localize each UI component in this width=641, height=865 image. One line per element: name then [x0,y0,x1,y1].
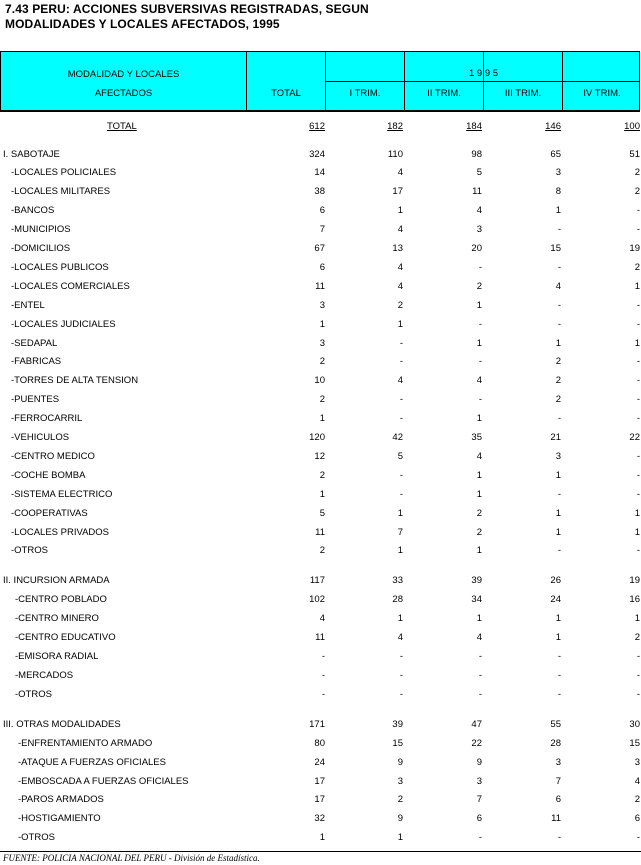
cell-q2: 47 [471,718,482,730]
cell-q3: 1 [555,526,561,538]
cell-total: 11 [315,632,325,644]
cell-total: 80 [314,737,325,749]
cell-q4: 3 [634,756,640,768]
cell-q3: 11 [551,813,561,825]
row-label: -TORRES DE ALTA TENSION [11,375,139,387]
cell-q2: 1 [476,613,482,625]
header-quarter-2: II TRIM. [427,88,461,99]
cell-q2: 5 [476,167,482,179]
cell-q1: 4 [397,375,403,387]
cell-q1: 4 [397,632,403,644]
cell-q4: 30 [629,718,640,730]
cell-q2: 4 [476,205,482,217]
row-label: -COCHE BOMBA [11,469,86,481]
cell-q4: - [636,488,640,500]
cell-q4: 1 [634,613,640,625]
cell-q3: - [557,651,561,662]
table-title [5,2,369,32]
row-label: -HOSTIGAMIENTO [18,813,101,825]
cell-q2: 4 [476,375,482,387]
cell-q3: 7 [555,775,561,787]
cell-q4: - [636,224,640,236]
cell-q3: 2 [555,394,561,406]
cell-q1: 4 [397,261,403,273]
cell-q4: 6 [634,813,640,825]
cell-q1: 4 [397,280,403,292]
cell-q2: 1 [476,299,482,311]
cell-q1: 1 [397,205,403,217]
cell-total: 2 [319,469,325,481]
title-line-1: 7.43 PERU: ACCIONES SUBVERSIVAS REGISTRADAS, SEGUN [5,2,369,16]
row-label: -ENFRENTAMIENTO ARMADO [18,737,153,749]
cell-total: 3 [319,299,325,311]
row-label: -FERROCARRIL [11,413,83,425]
cell-total: 10 [314,375,325,387]
header-quarter-3: III TRIM. [504,88,542,99]
cell-q3: - [557,545,561,557]
cell-q3: 1 [555,337,561,349]
row-label: -LOCALES MILITARES [11,186,111,198]
cell-total: - [321,669,325,681]
cell-q1: 2 [397,299,403,311]
cell-q4: 2 [634,794,640,806]
cell-q3: 1 [555,469,561,481]
cell-q3: - [557,488,561,500]
table-header [0,51,640,111]
cell-q3: - [557,413,561,425]
cell-total: 3 [319,337,325,349]
cell-q2: - [478,651,482,662]
cell-q1: 1 [397,507,403,519]
cell-q3: 146 [545,121,561,132]
cell-total: 1 [319,832,325,844]
cell-q2: - [478,318,482,330]
cell-total: - [321,688,325,700]
cell-q2: 2 [476,280,482,292]
cell-q2: 2 [476,526,482,538]
header-quarter-4: IV TRIM. [583,88,621,99]
cell-q2: 35 [471,432,482,443]
cell-q1: 9 [397,813,403,825]
cell-q4: 1 [634,337,640,349]
cell-q4: 2 [634,186,640,198]
cell-q4: 2 [634,632,640,644]
cell-q1: 110 [387,148,403,160]
cell-q3: 1 [555,613,561,625]
cell-total: - [321,651,325,662]
cell-q2: - [478,394,482,406]
row-label: -CENTRO POBLADO [15,594,107,606]
cell-q4: - [636,394,640,406]
cell-total: 24 [314,756,325,768]
header-modalidad-line-1: MODALIDAD Y LOCALES [67,69,180,80]
cell-q2: 1 [476,469,482,481]
cell-q1: 1 [397,318,403,330]
source-footnote [0,851,641,864]
row-label: -DOMICILIOS [11,243,71,254]
cell-q2: 2 [476,507,482,519]
cell-total: 102 [309,594,325,606]
row-label: -SEDAPAL [11,337,58,349]
cell-q2: 7 [476,794,482,806]
cell-q3: - [557,224,561,236]
row-label: -MUNICIPIOS [11,224,71,236]
cell-q3: - [557,318,561,330]
cell-total: 12 [314,450,325,462]
cell-total: 67 [314,243,325,254]
header-quarter-1: I TRIM. [349,88,381,99]
cell-q2: 39 [471,575,482,587]
cell-q2: 1 [476,413,482,425]
header-modalidad-line-2: AFECTADOS [94,88,153,99]
cell-q1: 4 [397,224,403,236]
cell-q3: - [557,832,561,844]
cell-q2: 184 [466,121,482,132]
cell-q1: - [399,337,403,349]
row-label: -CENTRO MEDICO [11,450,95,462]
header-divider [246,52,247,110]
cell-q3: 3 [555,450,561,462]
cell-q3: 65 [550,148,561,160]
cell-q1: 39 [392,718,403,730]
cell-q4: 2 [634,167,640,179]
cell-q2: 6 [476,813,482,825]
row-label: TOTAL [107,121,137,132]
cell-total: 32 [314,813,325,825]
row-label: -LOCALES JUDICIALES [11,318,116,330]
row-label: -LOCALES POLICIALES [11,167,117,179]
cell-q2: 20 [471,243,482,254]
cell-q3: 8 [555,186,561,198]
cell-q4: - [636,318,640,330]
cell-q2: - [478,832,482,844]
cell-total: 2 [319,545,325,557]
cell-q2: 4 [476,632,482,644]
cell-total: 38 [314,186,325,198]
cell-total: 1 [319,318,325,330]
row-label: -OTROS [11,545,48,557]
cell-q4: 22 [629,432,640,443]
source-text: FUENTE: POLICIA NACIONAL DEL PERU - División de Estadística. [3,853,260,863]
cell-q4: - [636,356,640,368]
cell-total: 2 [319,356,325,368]
cell-total: 7 [319,224,325,236]
cell-q3: - [557,261,561,273]
cell-q4: 100 [624,121,640,132]
row-label: -BANCOS [11,205,55,217]
cell-q1: 42 [392,432,403,443]
row-label: -VEHICULOS [11,432,70,443]
cell-total: 6 [319,205,325,217]
row-label: -EMISORA RADIAL [15,651,99,662]
cell-q4: - [636,832,640,844]
row-label: -OTROS [18,832,55,844]
title-line-2: MODALIDADES Y LOCALES AFECTADOS, 1995 [5,17,280,31]
header-divider [326,81,639,82]
row-label: -CENTRO MINERO [15,613,99,625]
cell-q2: 4 [476,450,482,462]
cell-q3: 28 [550,737,561,749]
cell-q1: 5 [397,450,403,462]
cell-q3: 2 [555,375,561,387]
cell-q1: 7 [397,526,403,538]
cell-q4: 1 [634,507,640,519]
cell-q4: 15 [629,737,640,749]
cell-q3: 1 [555,507,561,519]
cell-q1: - [399,469,403,481]
cell-q4: 19 [629,243,640,254]
cell-q1: - [399,669,403,681]
row-label: -SISTEMA ELECTRICO [11,488,113,500]
cell-q4: 19 [629,575,640,587]
header-year: 1 9 9 5 [468,68,499,79]
cell-total: 1 [319,413,325,425]
cell-q4: 16 [629,594,640,606]
cell-q4: - [636,545,640,557]
row-label: -LOCALES PUBLICOS [11,261,109,273]
cell-total: 4 [319,613,325,625]
row-label: -EMBOSCADA A FUERZAS OFICIALES [18,775,189,787]
cell-q3: 15 [550,243,561,254]
cell-q2: - [478,261,482,273]
cell-q1: - [399,688,403,700]
cell-q2: 3 [476,775,482,787]
cell-q2: 11 [472,186,482,198]
cell-q3: 26 [550,575,561,587]
cell-q3: 2 [555,356,561,368]
cell-q1: 9 [397,756,403,768]
cell-q4: 4 [634,775,640,787]
row-label: II. INCURSION ARMADA [3,575,110,587]
row-label: -LOCALES COMERCIALES [11,280,130,292]
row-label: -ENTEL [11,299,45,311]
cell-total: 11 [315,526,325,538]
cell-q2: - [478,356,482,368]
header-total: TOTAL [271,88,301,99]
cell-q3: 3 [555,756,561,768]
cell-total: 17 [314,794,325,806]
cell-q1: 1 [397,613,403,625]
cell-total: 171 [309,718,325,730]
cell-q4: - [636,669,640,681]
cell-q4: - [636,450,640,462]
cell-q4: - [636,375,640,387]
cell-q1: 28 [392,594,403,606]
row-label: -OTROS [15,688,52,700]
cell-q1: 33 [392,575,403,587]
cell-q3: - [557,299,561,311]
cell-q2: 22 [471,737,482,749]
cell-q4: - [636,688,640,700]
cell-total: 5 [319,507,325,519]
cell-q1: 1 [397,832,403,844]
cell-q2: 98 [471,148,482,160]
row-label: -LOCALES PRIVADOS [11,526,110,538]
cell-q1: - [399,356,403,368]
cell-q4: 2 [634,261,640,273]
cell-q3: 1 [555,632,561,644]
cell-q4: - [636,205,640,217]
cell-q4: - [636,299,640,311]
cell-q2: 3 [476,224,482,236]
cell-q1: 13 [392,243,403,254]
cell-q3: 1 [555,205,561,217]
cell-total: 120 [309,432,325,443]
cell-q1: 17 [392,186,403,198]
cell-q1: - [399,394,403,406]
cell-total: 6 [319,261,325,273]
cell-q3: 4 [555,280,561,292]
cell-q3: - [557,688,561,700]
cell-total: 11 [315,280,325,292]
cell-q3: 6 [555,794,561,806]
cell-total: 1 [319,488,325,500]
cell-q1: - [399,488,403,500]
cell-q1: 182 [387,121,403,132]
row-label: -CENTRO EDUCATIVO [15,632,116,644]
cell-q4: - [636,413,640,425]
row-label: -FABRICAS [11,356,62,368]
cell-total: 2 [319,394,325,406]
cell-total: 324 [309,148,325,160]
cell-q2: - [478,669,482,681]
cell-q1: 4 [397,167,403,179]
cell-q3: 24 [550,594,561,606]
cell-q4: 51 [629,148,640,160]
cell-q3: 21 [550,432,561,443]
row-label: -ATAQUE A FUERZAS OFICIALES [18,756,166,768]
row-label: -MERCADOS [15,669,74,681]
cell-q1: - [399,651,403,662]
header-bottom-rule [0,111,640,112]
cell-q2: 1 [476,337,482,349]
row-label: -PUENTES [11,394,60,406]
cell-q3: 3 [555,167,561,179]
cell-q2: - [478,688,482,700]
row-label: -PAROS ARMADOS [18,794,104,806]
cell-q4: 1 [634,526,640,538]
row-label: III. OTRAS MODALIDADES [3,718,121,730]
cell-q2: 1 [476,545,482,557]
cell-q4: - [636,651,640,662]
cell-q2: 34 [471,594,482,606]
cell-q4: - [636,469,640,481]
cell-q4: 1 [634,280,640,292]
cell-total: 117 [309,575,325,587]
row-label: -COOPERATIVAS [11,507,88,519]
cell-q1: - [399,413,403,425]
cell-total: 612 [309,121,325,132]
cell-q3: 55 [550,718,561,730]
cell-total: 14 [314,167,325,179]
cell-q3: - [557,669,561,681]
cell-q1: 15 [392,737,403,749]
cell-q1: 2 [397,794,403,806]
cell-q2: 1 [476,488,482,500]
cell-q1: 1 [397,545,403,557]
cell-q2: 9 [476,756,482,768]
cell-total: 17 [314,775,325,787]
cell-q1: 3 [397,775,403,787]
row-label: I. SABOTAJE [3,148,60,160]
